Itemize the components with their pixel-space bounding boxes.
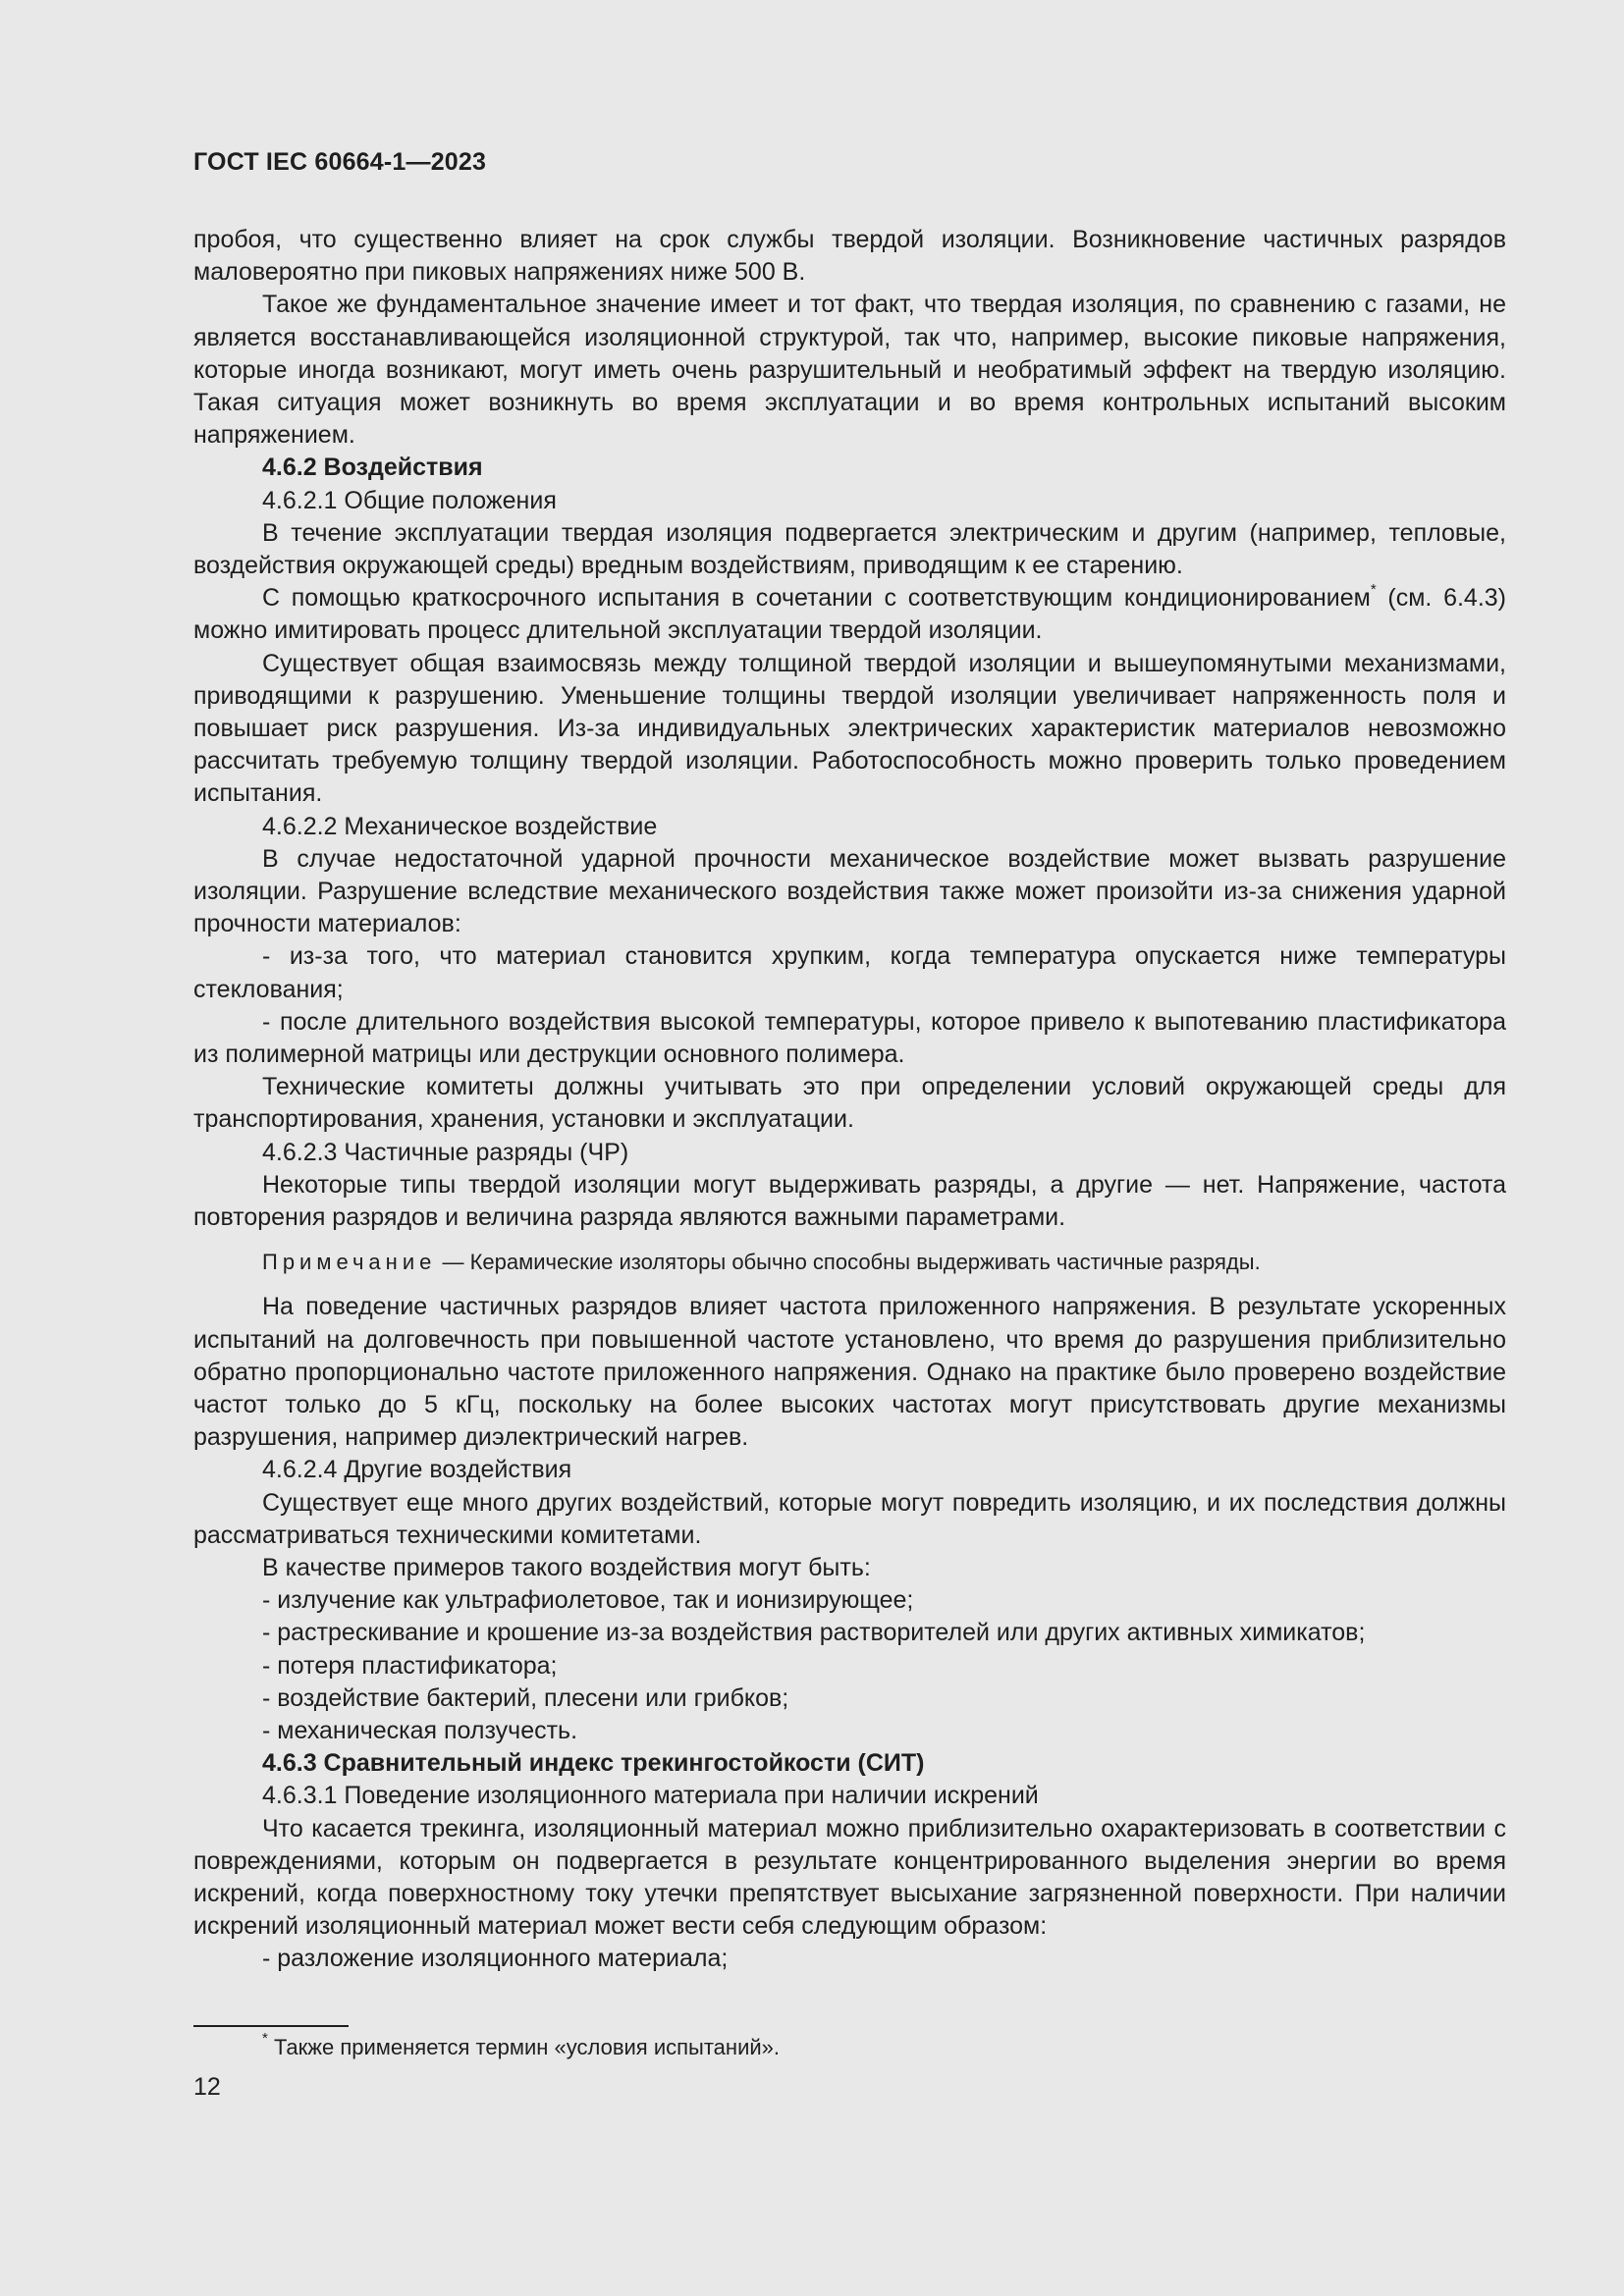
note-text: — Керамические изоляторы обычно способны выдерживать частичные разряды. (436, 1250, 1261, 1275)
footnote-text: Также применяется термин «условия испытаний». (267, 2035, 780, 2059)
list-item: - после длительного воздействия высокой температуры, которое привело к выпотеванию пластификатора из полимерной матрицы или деструкции основного полимера. (193, 1007, 1506, 1069)
paragraph-text: (см. 6.4.3) можно имитировать процесс длительной эксплуатации твердой изоляции. (193, 584, 1506, 645)
page-body (193, 224, 1506, 1976)
section-heading: 4.6.2 Воздействия (262, 454, 483, 482)
list-item: - механическая ползучесть. (262, 1716, 578, 1744)
subsection-heading: 4.6.2.4 Другие воздействия (262, 1456, 572, 1484)
paragraph: Некоторые типы твердой изоляции могут выдерживать разряды, а другие — нет. Напряжение, частота повторения разрядов и величина разряда являются важными параметрами. (193, 1170, 1506, 1232)
paragraph: Такое же фундаментальное значение имеет и тот факт, что твердая изоляция, по сравнению с газами, не является восстанавливающейся изоляционной структурой, так что, например, высокие пиковые напряжения, которые иногда возникают, могут иметь очень разрушительный и необратимый эффект на твердую изоляцию. Такая ситуация может возникнуть во время эксплуатации и во время контрольных испытаний высоким напряжением. (193, 291, 1506, 450)
footnote-mark: * (262, 2030, 268, 2047)
footnote (262, 2030, 780, 2062)
list-item: - воздействие бактерий, плесени или грибков; (262, 1683, 789, 1712)
list-item: - разложение изоляционного материала; (262, 1945, 729, 1973)
subsection-heading: 4.6.2.2 Механическое воздействие (262, 812, 658, 840)
paragraph: Существует еще много других воздействий, которые могут повредить изоляцию, и их последствия должны рассматриваться техническими комитетами. (193, 1488, 1506, 1549)
note (193, 1248, 1506, 1277)
document-header: ГОСТ IEC 60664-1—2023 (193, 148, 487, 176)
note-label: Примечание (262, 1250, 437, 1275)
footnote-reference: * (1370, 581, 1377, 599)
paragraph-text: С помощью краткосрочного испытания в сочетании с соответствующим кондиционированием (262, 584, 1371, 613)
list-item: - излучение как ультрафиолетовое, так и ионизирующее; (262, 1586, 914, 1615)
subsection-heading: 4.6.2.1 Общие положения (262, 486, 557, 514)
paragraph: В качестве примеров такого воздействия могут быть: (262, 1553, 871, 1581)
paragraph: На поведение частичных разрядов влияет частота приложенного напряжения. В результате ускоренных испытаний на долговечность при повышенной частоте установлено, что время до разрушения приблизительно обратно пропорционально частоте приложенного напряжения. Однако на практике было проверено воздействие частот только до 5 кГц, поскольку на более высоких частотах могут присутствовать другие механизмы разрушения, например диэлектрический нагрев. (193, 1293, 1506, 1452)
page-number: 12 (193, 2073, 221, 2101)
list-item: - из-за того, что материал становится хрупким, когда температура опускается ниже температуры стеклования; (193, 942, 1506, 1003)
paragraph (193, 582, 1506, 647)
paragraph: Существует общая взаимосвязь между толщиной твердой изоляции и вышеупомянутыми механизмами, приводящими к разрушению. Уменьшение толщины твердой изоляции увеличивает напряженность поля и повышает риск разрушения. Из-за индивидуальных электрических характеристик материалов невозможно рассчитать требуемую толщину твердой изоляции. Работоспособность можно проверить только проведением испытания. (193, 649, 1506, 808)
paragraph: Что касается трекинга, изоляционный материал можно приблизительно охарактеризовать в соответствии с повреждениями, которым он подвергается в результате концентрированного выделения энергии во время искрений, когда поверхностному току утечки препятствует высыхание загрязненной поверхности. При наличии искрений изоляционный материал может вести себя следующим образом: (193, 1814, 1506, 1941)
footnote-divider (193, 2025, 349, 2027)
subsection-heading: 4.6.3.1 Поведение изоляционного материала при наличии искрений (262, 1782, 1039, 1810)
list-item: - растрескивание и крошение из-за воздействия растворителей или других активных химикатов; (262, 1619, 1366, 1647)
paragraph: пробоя, что существенно влияет на срок службы твердой изоляции. Возникновение частичных разрядов маловероятно при пиковых напряжениях ниже 500 В. (193, 226, 1506, 287)
paragraph: В случае недостаточной ударной прочности механическое воздействие может вызвать разрушение изоляции. Разрушение вследствие механического воздействия также может произойти из-за снижения ударной прочности материалов: (193, 844, 1506, 938)
paragraph: В течение эксплуатации твердая изоляция подвергается электрическим и другим (например, тепловые, воздействия окружающей среды) вредным воздействиям, приводящим к ее старению. (193, 518, 1506, 580)
list-item: - потеря пластификатора; (262, 1651, 558, 1680)
section-heading: 4.6.3 Сравнительный индекс трекингостойкости (СИТ) (262, 1749, 925, 1778)
paragraph: Технические комитеты должны учитывать это при определении условий окружающей среды для транспортирования, хранения, установки и эксплуатации. (193, 1073, 1506, 1134)
subsection-heading: 4.6.2.3 Частичные разряды (ЧР) (262, 1138, 629, 1166)
